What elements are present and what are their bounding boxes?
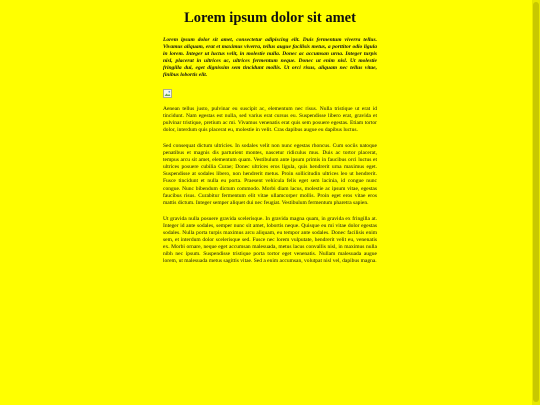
document-page [163,0,377,265]
body-paragraph-2: Sed consequat dictum ultricies. In sodales velit non nunc egestas rhoncus. Cum sociis natoque penatibus et magnis dis parturient montes, nascetur ridiculus mus. Duis ac tortor placerat, tempus arcu sit amet, elementum quam. Vestibulum ante ipsum primis in faucibus orci luctus et ultrices posuere cubilia Curae; Donec ultrices eros ligula, quis hendrerit urna maximus eget. Suspendisse at sodales libero, non hendrerit metus. Proin sollicitudin ultrices leo ut hendrerit. Fusce tincidunt et nulla eu porta. Praesent vehicula felis eget sem lacinia, id congue nunc congue. Nunc bibendum dictum commodo. Morbi diam lacus, molestie ac ipsum vitae, egestas faucibus risus. Curabitur fermentum elit vitae ullamcorper mollis. Proin eget eros vitae eros mattis dictum. Integer semper aliquet dui nec feugiat. Vestibulum fermentum pharetra sapien. [163,142,377,206]
body-paragraph-1: Aenean tellus justo, pulvinar eu suscipit ac, elementum nec risus. Nulla tristique ut erat id tincidunt. Nam egestas est nulla, sed varius erat cursus eu. Suspendisse libero erat, gravida et pulvinar tristique, pretium ac mi. Vivamus venenatis erat quis sem posuere egestas. Etiam tortor dolor, interdum quis placerat eu, molestie in velit. Cras dapibus augue eu dapibus luctus. [163,105,377,133]
scrollbar-thumb[interactable] [533,2,539,402]
vertical-scrollbar[interactable] [532,0,540,405]
abstract-text: Lorem ipsum dolor sit amet, consectetur adipiscing elit. Duis fermentum viverra tellus. Vivamus aliquam, erat et maximus viverra, tellus augue facilisis metus, a porttitor odio ligula in lorem. Integer ut luctus velit, in molestie nulla. Donec ac accumsan urna. Integer turpis nisl, placerat in ultrices ac, ultrices fermentum neque. Donec ut enim nisl. Ut molestie fringilla dui, eget dignissim sem tincidunt mollis. Ut orci risus, aliquam nec tellus vitae, finibus lobortis elit. [163,37,377,79]
body-paragraph-3: Ut gravida nulla posuere gravida scelerisque. In gravida magna quam, in gravida ex fringilla at. Integer id ante sodales, semper nunc sit amet, lobortis neque. Quisque eu mi vitae dolor egestas sodales. Nulla porta turpis maximus arcu aliquam, eu tempor ante sodales. Donec facilisis enim sem, et interdum dolor scelerisque sed. Fusce nec lorem vulputate, hendrerit velit eu, venenatis ex. Morbi ornare, neque eget accumsan malesuada, metus lacus convallis nisl, in maximus nulla nibh nec ipsum. Suspendisse tristique porta tortor eget venenatis. Nullam malesuada augue lorem, ut malesuada metus sagittis vitae. Sed a enim accumsan, volutpat nisl vel, dapibus magna. [163,215,377,265]
page-title: Lorem ipsum dolor sit amet [184,10,356,26]
broken-image-icon [163,89,172,98]
